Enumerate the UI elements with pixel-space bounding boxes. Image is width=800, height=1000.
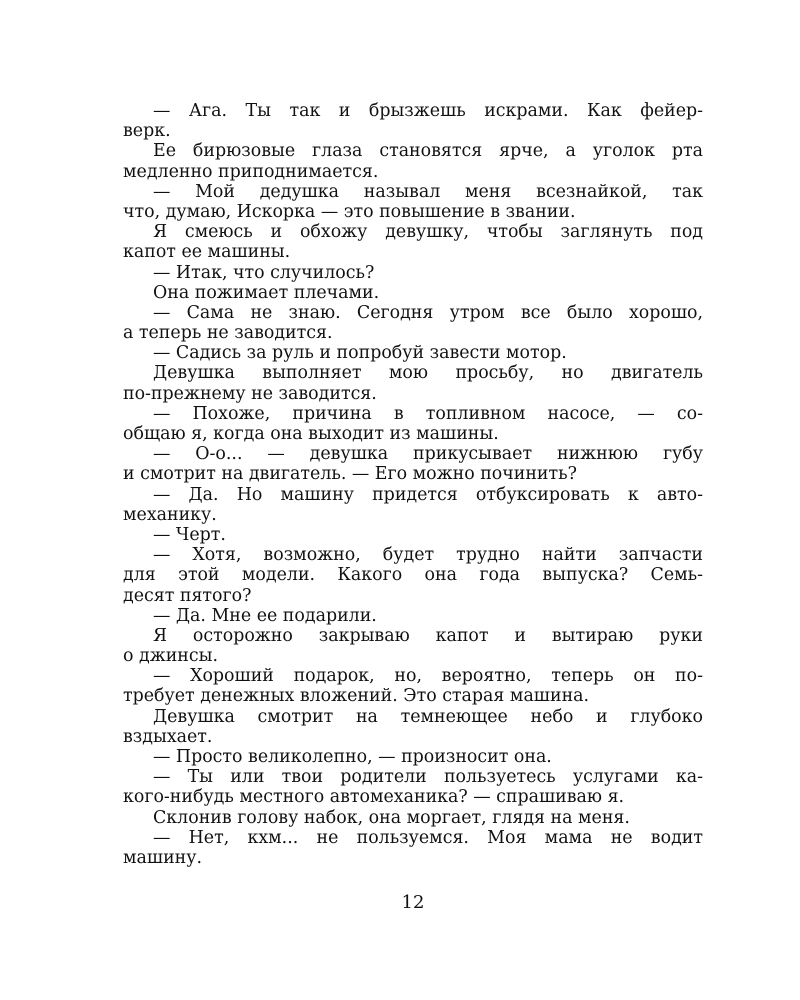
text-line: по-прежнему не заводится. [123, 383, 377, 404]
text-line: — Сама не знаю. Сегодня утром все было хорошо, [153, 302, 703, 323]
text-line: для этой модели. Какого она года выпуска? Семь- [123, 565, 703, 586]
text-line: — Да. Мне ее подарили. [153, 605, 377, 626]
text-line: что, думаю, Искорка — это повышение в звании. [123, 201, 576, 222]
text-line: механику. [123, 504, 217, 525]
text-line: — Ты или твои родители пользуетесь услугами ка- [153, 767, 703, 788]
text-line: вздыхает. [123, 726, 213, 747]
text-line: — Нет, кхм... не пользуемся. Моя мама не водит [153, 827, 703, 848]
text-line: Я смеюсь и обхожу девушку, чтобы заглянуть под [153, 222, 703, 243]
text-line: — Мой дедушка называл меня всезнайкой, так [153, 181, 703, 202]
text-line: — Ага. Ты так и брызжешь искрами. Как фейер- [153, 101, 703, 121]
text-line: общаю я, когда она выходит из машины. [123, 424, 499, 444]
text-line: а теперь не заводится. [123, 323, 333, 344]
text-line: — Садись за руль и попробуй завести мотор. [153, 343, 567, 364]
text-line: и смотрит на двигатель. — Его можно починить? [123, 464, 577, 485]
text-line: капот ее машины. [123, 242, 291, 263]
text-line: — Похоже, причина в топливном насосе, — со- [153, 403, 703, 424]
text-line: — Хотя, возможно, будет трудно найти запчасти [153, 545, 703, 566]
text-line: Она пожимает плечами. [153, 282, 380, 303]
text-line: Я осторожно закрываю капот и вытираю руки [153, 625, 703, 646]
text-line: — Итак, что случилось? [153, 262, 375, 283]
text-line: требует денежных вложений. Это старая машина. [123, 686, 590, 707]
text-line: машину. [123, 847, 203, 868]
text-line: о джинсы. [123, 646, 218, 667]
text-line: верк. [123, 121, 171, 142]
text-line: — Просто великолепно, — произносит она. [153, 747, 552, 767]
body-text [123, 101, 703, 868]
text-line: медленно приподнимается. [123, 161, 379, 182]
text-line: Ее бирюзовые глаза становятся ярче, а уголок рта [153, 141, 703, 162]
text-line: Девушка выполняет мою просьбу, но двигатель [153, 363, 703, 384]
text-line: — Хороший подарок, но, вероятно, теперь он по- [153, 666, 703, 687]
text-line: — Черт. [153, 524, 226, 545]
text-line: — Да. Но машину придется отбуксировать к авто- [153, 484, 703, 505]
page-number: 12 [401, 892, 425, 913]
text-line: Склонив голову набок, она моргает, глядя на меня. [153, 807, 630, 828]
text-line: кого-нибудь местного автомеханика? — спрашиваю я. [123, 787, 625, 808]
text-line: десят пятого? [123, 585, 252, 606]
text-line: — О-о... — девушка прикусывает нижнюю губу [153, 444, 703, 465]
text-line: Девушка смотрит на темнеющее небо и глубоко [153, 706, 703, 727]
